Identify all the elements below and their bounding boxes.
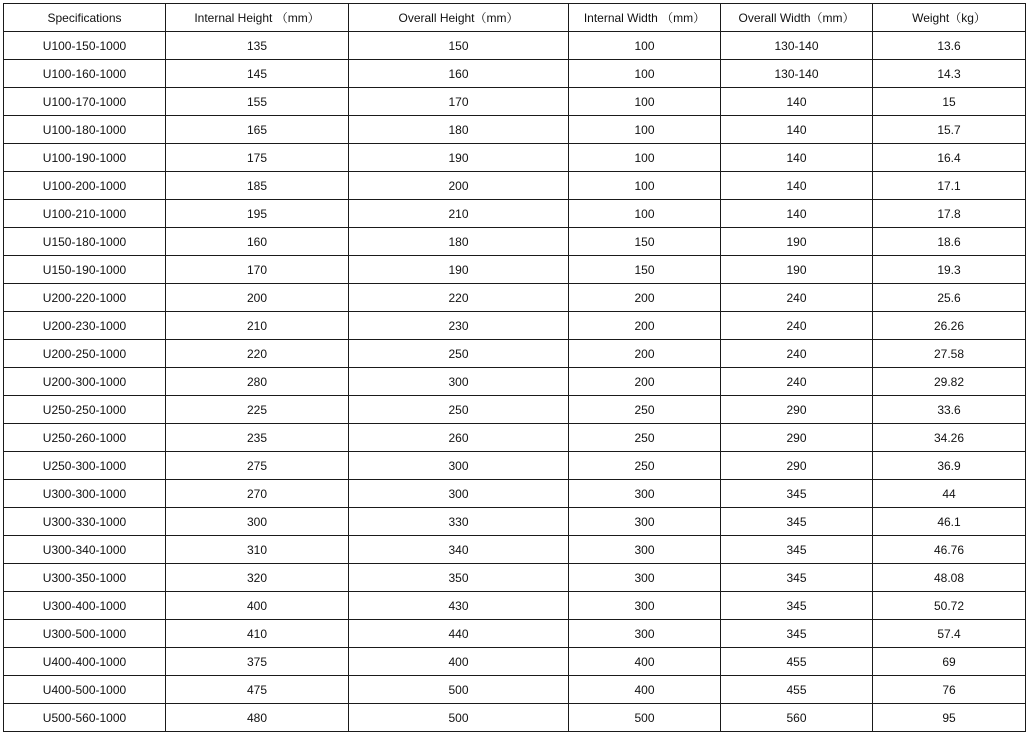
cell-weight: 14.3 [873,60,1026,88]
table-row [4,508,1026,536]
cell-specification: U300-330-1000 [4,508,166,536]
cell-overall-height: 300 [349,452,569,480]
cell-internal-width: 300 [569,564,721,592]
cell-overall-width: 345 [721,592,873,620]
cell-overall-height: 190 [349,144,569,172]
table-row [4,88,1026,116]
cell-overall-height: 440 [349,620,569,648]
cell-weight: 17.1 [873,172,1026,200]
cell-internal-width: 300 [569,508,721,536]
cell-weight: 25.6 [873,284,1026,312]
cell-internal-width: 100 [569,144,721,172]
cell-overall-width: 190 [721,228,873,256]
cell-internal-width: 100 [569,172,721,200]
cell-overall-width: 455 [721,676,873,704]
header-specifications: Specifications [4,4,166,32]
cell-specification: U300-500-1000 [4,620,166,648]
table-row [4,340,1026,368]
cell-internal-width: 200 [569,312,721,340]
cell-overall-width: 140 [721,116,873,144]
cell-weight: 19.3 [873,256,1026,284]
cell-internal-width: 200 [569,368,721,396]
table-row [4,564,1026,592]
cell-specification: U300-300-1000 [4,480,166,508]
cell-overall-height: 170 [349,88,569,116]
cell-specification: U100-170-1000 [4,88,166,116]
cell-specification: U150-190-1000 [4,256,166,284]
cell-specification: U100-160-1000 [4,60,166,88]
cell-internal-height: 185 [166,172,349,200]
cell-internal-width: 100 [569,88,721,116]
cell-overall-width: 240 [721,312,873,340]
table-body [4,32,1026,732]
cell-internal-width: 400 [569,648,721,676]
cell-overall-width: 345 [721,508,873,536]
cell-overall-height: 200 [349,172,569,200]
cell-internal-width: 200 [569,284,721,312]
cell-overall-height: 220 [349,284,569,312]
cell-internal-height: 480 [166,704,349,732]
cell-internal-width: 250 [569,424,721,452]
cell-weight: 50.72 [873,592,1026,620]
cell-specification: U250-300-1000 [4,452,166,480]
cell-internal-width: 300 [569,480,721,508]
table-row [4,620,1026,648]
header-overall-width: Overall Width（mm） [721,4,873,32]
cell-internal-height: 300 [166,508,349,536]
cell-weight: 16.4 [873,144,1026,172]
cell-overall-height: 180 [349,228,569,256]
cell-overall-height: 300 [349,368,569,396]
cell-specification: U100-150-1000 [4,32,166,60]
cell-overall-height: 330 [349,508,569,536]
table-row [4,144,1026,172]
cell-internal-height: 170 [166,256,349,284]
cell-internal-width: 100 [569,200,721,228]
cell-weight: 57.4 [873,620,1026,648]
cell-specification: U250-260-1000 [4,424,166,452]
cell-overall-height: 160 [349,60,569,88]
table-row [4,116,1026,144]
cell-internal-height: 200 [166,284,349,312]
cell-internal-height: 310 [166,536,349,564]
cell-internal-width: 250 [569,396,721,424]
cell-overall-width: 130-140 [721,32,873,60]
table-header-row [4,4,1026,32]
cell-specification: U200-220-1000 [4,284,166,312]
cell-specification: U200-230-1000 [4,312,166,340]
cell-internal-width: 150 [569,256,721,284]
cell-overall-height: 250 [349,340,569,368]
cell-internal-height: 155 [166,88,349,116]
cell-specification: U300-400-1000 [4,592,166,620]
cell-overall-width: 130-140 [721,60,873,88]
cell-overall-width: 140 [721,172,873,200]
header-weight: Weight（kg） [873,4,1026,32]
cell-internal-height: 410 [166,620,349,648]
cell-weight: 26.26 [873,312,1026,340]
cell-internal-height: 400 [166,592,349,620]
cell-overall-width: 240 [721,368,873,396]
cell-internal-height: 235 [166,424,349,452]
cell-overall-width: 560 [721,704,873,732]
cell-overall-width: 190 [721,256,873,284]
cell-specification: U400-500-1000 [4,676,166,704]
table-row [4,704,1026,732]
cell-overall-height: 180 [349,116,569,144]
cell-specification: U500-560-1000 [4,704,166,732]
table-row [4,312,1026,340]
cell-overall-width: 290 [721,424,873,452]
cell-weight: 15 [873,88,1026,116]
cell-overall-width: 240 [721,284,873,312]
cell-specification: U150-180-1000 [4,228,166,256]
table-row [4,648,1026,676]
cell-weight: 69 [873,648,1026,676]
cell-overall-height: 250 [349,396,569,424]
cell-overall-height: 190 [349,256,569,284]
cell-specification: U100-190-1000 [4,144,166,172]
table-row [4,284,1026,312]
cell-internal-height: 160 [166,228,349,256]
cell-internal-height: 210 [166,312,349,340]
cell-overall-width: 290 [721,396,873,424]
cell-weight: 95 [873,704,1026,732]
table-row [4,32,1026,60]
cell-overall-width: 455 [721,648,873,676]
cell-internal-width: 150 [569,228,721,256]
cell-internal-height: 145 [166,60,349,88]
cell-overall-height: 230 [349,312,569,340]
cell-internal-width: 100 [569,60,721,88]
cell-weight: 17.8 [873,200,1026,228]
cell-weight: 76 [873,676,1026,704]
cell-overall-height: 500 [349,676,569,704]
cell-weight: 15.7 [873,116,1026,144]
cell-weight: 27.58 [873,340,1026,368]
table-row [4,676,1026,704]
cell-overall-width: 345 [721,620,873,648]
cell-internal-height: 275 [166,452,349,480]
cell-overall-height: 300 [349,480,569,508]
cell-specification: U300-340-1000 [4,536,166,564]
cell-overall-width: 290 [721,452,873,480]
cell-internal-height: 220 [166,340,349,368]
cell-specification: U200-300-1000 [4,368,166,396]
header-overall-height: Overall Height（mm） [349,4,569,32]
cell-internal-width: 300 [569,620,721,648]
cell-internal-height: 165 [166,116,349,144]
cell-specification: U250-250-1000 [4,396,166,424]
cell-internal-height: 175 [166,144,349,172]
cell-overall-width: 345 [721,480,873,508]
cell-internal-height: 195 [166,200,349,228]
cell-internal-height: 135 [166,32,349,60]
table-row [4,228,1026,256]
cell-internal-height: 375 [166,648,349,676]
cell-overall-width: 345 [721,564,873,592]
cell-internal-width: 300 [569,592,721,620]
cell-specification: U100-180-1000 [4,116,166,144]
cell-internal-width: 400 [569,676,721,704]
cell-overall-height: 400 [349,648,569,676]
cell-specification: U100-200-1000 [4,172,166,200]
cell-specification: U100-210-1000 [4,200,166,228]
table-row [4,368,1026,396]
cell-internal-height: 475 [166,676,349,704]
table-row [4,172,1026,200]
cell-overall-height: 210 [349,200,569,228]
table-row [4,452,1026,480]
cell-weight: 44 [873,480,1026,508]
cell-internal-height: 280 [166,368,349,396]
cell-weight: 48.08 [873,564,1026,592]
cell-weight: 33.6 [873,396,1026,424]
cell-specification: U400-400-1000 [4,648,166,676]
table-row [4,200,1026,228]
cell-internal-width: 500 [569,704,721,732]
cell-internal-height: 320 [166,564,349,592]
cell-internal-width: 100 [569,32,721,60]
cell-overall-height: 500 [349,704,569,732]
cell-overall-width: 140 [721,144,873,172]
cell-internal-width: 200 [569,340,721,368]
cell-weight: 29.82 [873,368,1026,396]
cell-specification: U200-250-1000 [4,340,166,368]
table-row [4,424,1026,452]
table-row [4,536,1026,564]
cell-overall-width: 345 [721,536,873,564]
cell-overall-width: 140 [721,88,873,116]
cell-internal-width: 300 [569,536,721,564]
header-internal-height: Internal Height （mm） [166,4,349,32]
cell-overall-width: 140 [721,200,873,228]
table-row [4,480,1026,508]
cell-weight: 46.1 [873,508,1026,536]
cell-overall-height: 150 [349,32,569,60]
cell-overall-height: 350 [349,564,569,592]
cell-internal-width: 100 [569,116,721,144]
cell-overall-width: 240 [721,340,873,368]
cell-internal-height: 270 [166,480,349,508]
table-row [4,396,1026,424]
cell-weight: 36.9 [873,452,1026,480]
cell-weight: 46.76 [873,536,1026,564]
cell-overall-height: 260 [349,424,569,452]
cell-internal-width: 250 [569,452,721,480]
table-row [4,256,1026,284]
table-row [4,60,1026,88]
cell-overall-height: 340 [349,536,569,564]
cell-internal-height: 225 [166,396,349,424]
cell-overall-height: 430 [349,592,569,620]
cell-specification: U300-350-1000 [4,564,166,592]
cell-weight: 34.26 [873,424,1026,452]
cell-weight: 13.6 [873,32,1026,60]
specifications-table [3,3,1026,732]
header-internal-width: Internal Width （mm） [569,4,721,32]
cell-weight: 18.6 [873,228,1026,256]
table-row [4,592,1026,620]
specifications-table-container [3,3,1025,732]
